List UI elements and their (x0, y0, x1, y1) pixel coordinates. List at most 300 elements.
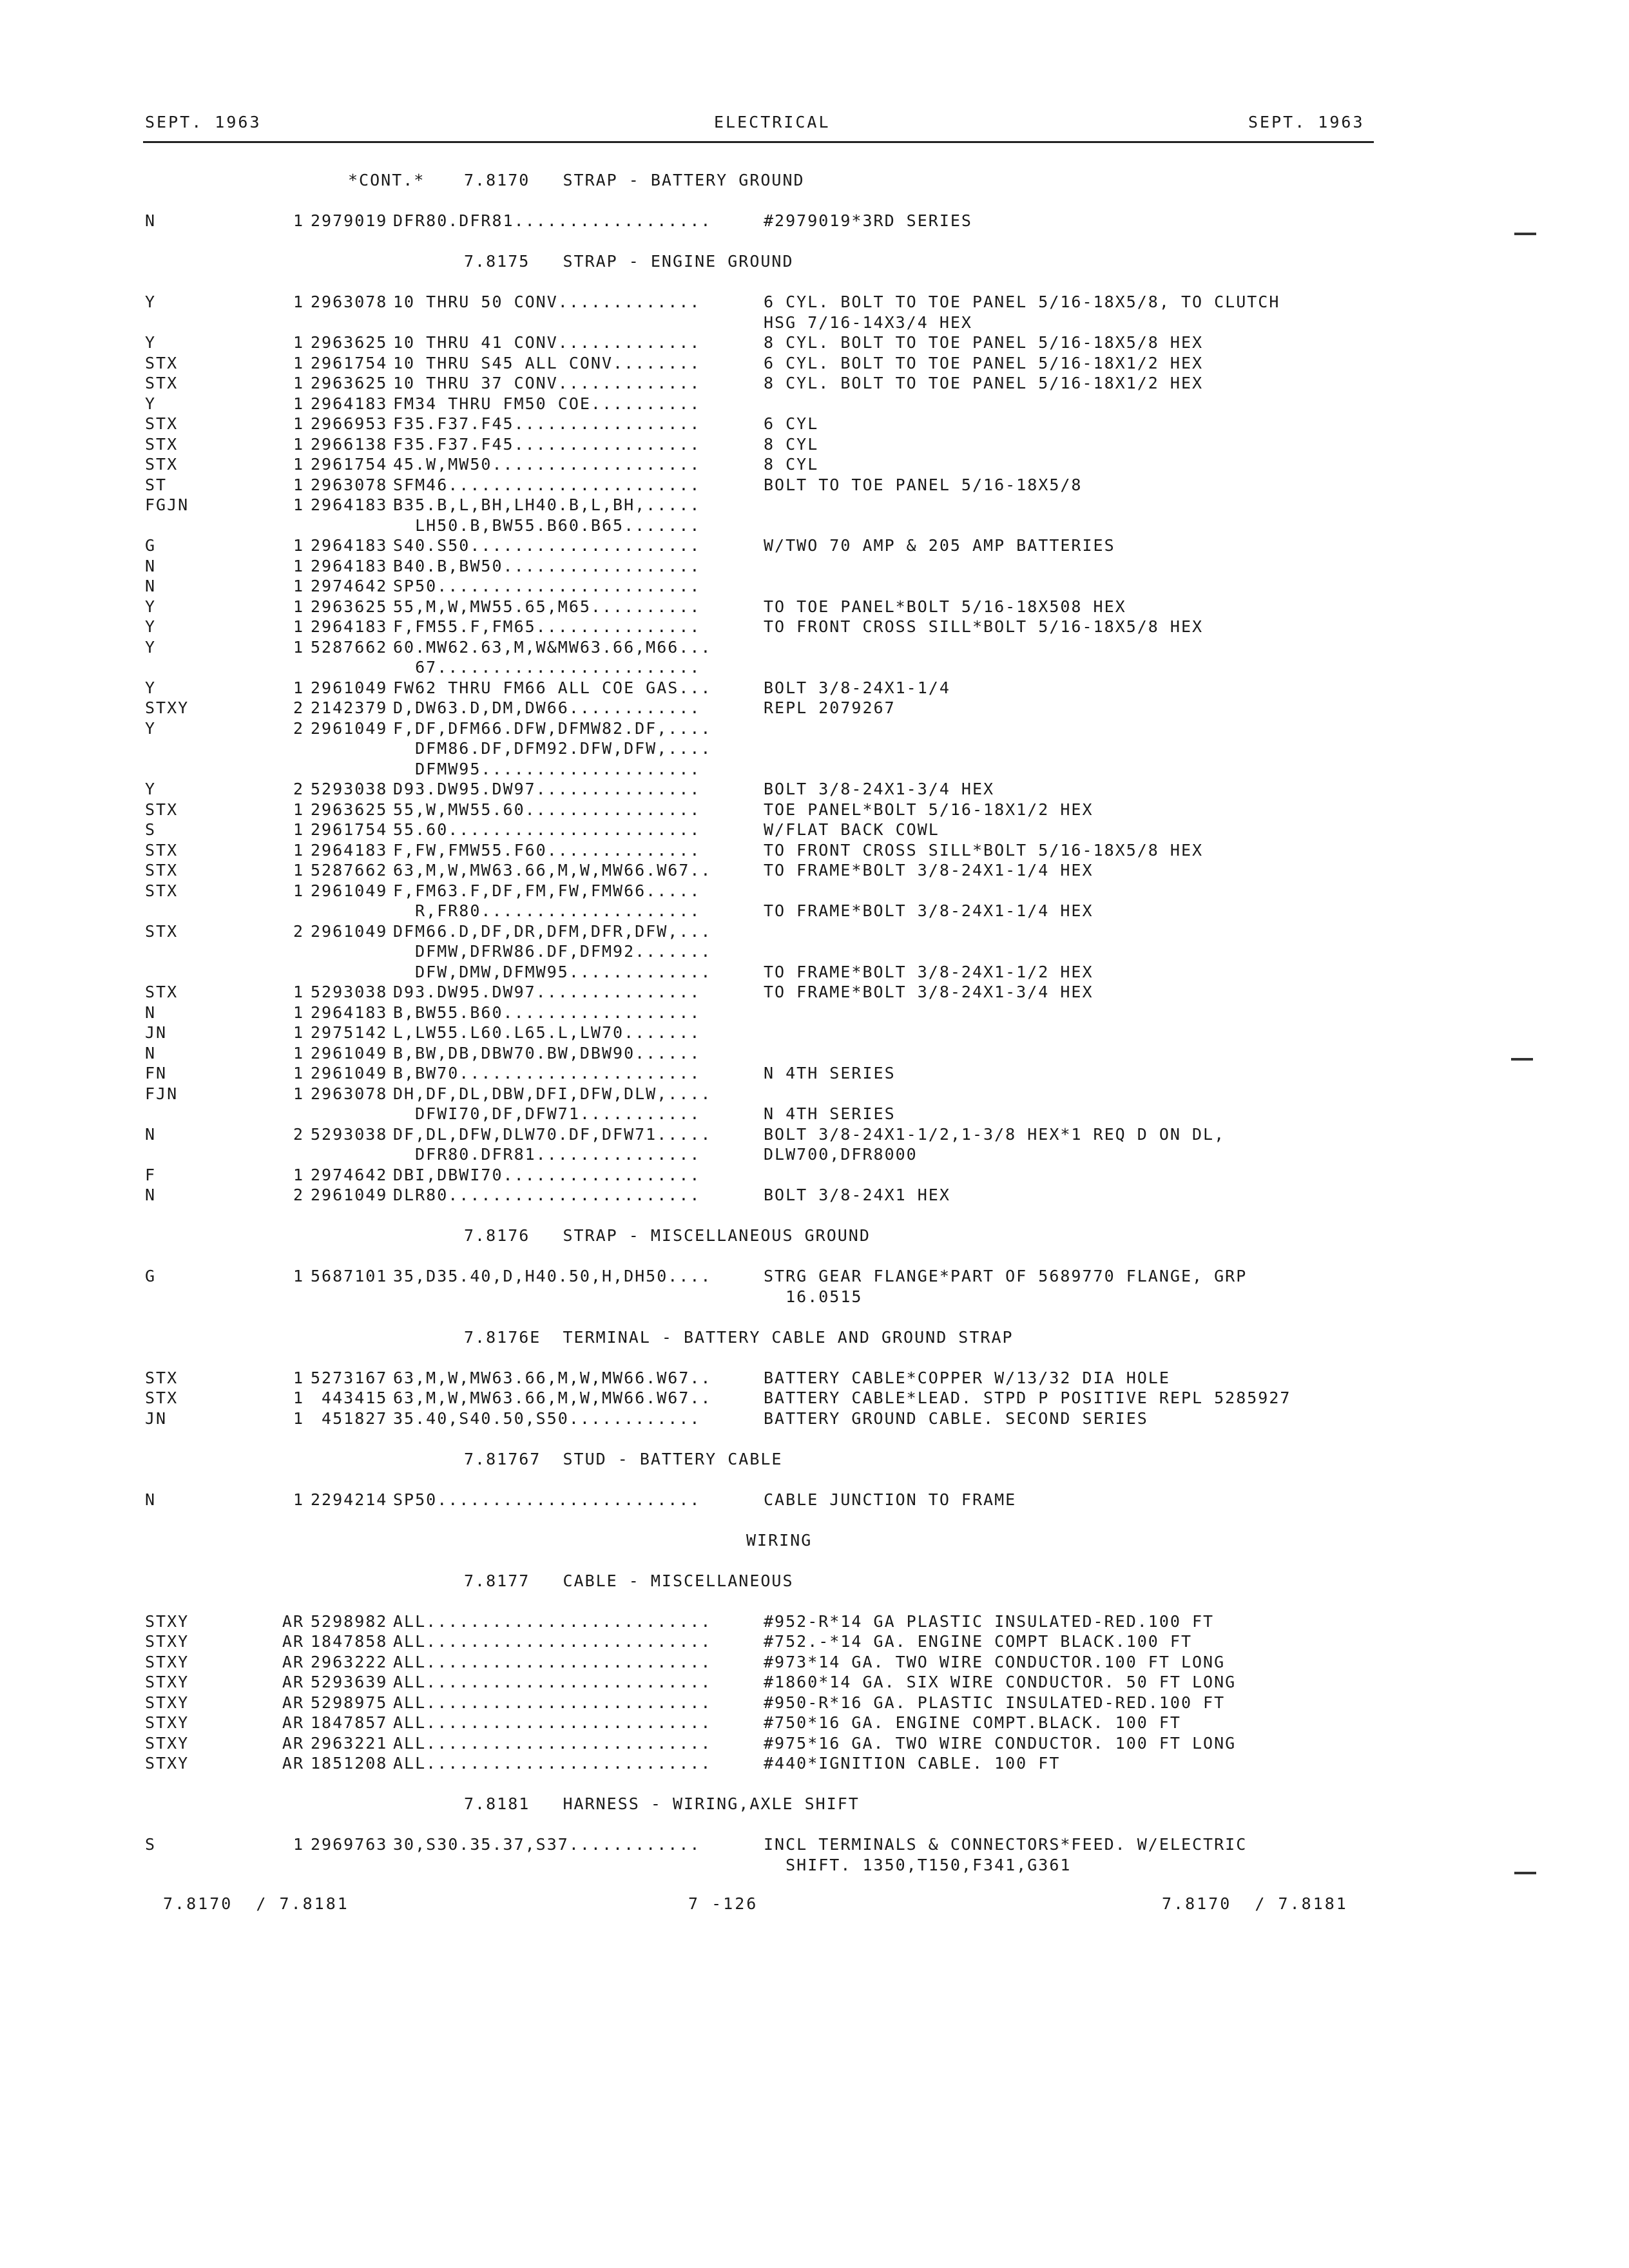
blank-line (0, 1550, 1629, 1571)
quantity: AR (282, 1734, 304, 1753)
quantity: 1 (293, 983, 304, 1001)
group-title-text: 7.8181 HARNESS - WIRING,AXLE SHIFT (464, 1794, 860, 1813)
description: 6 CYL (764, 414, 819, 433)
model-code: Y (145, 597, 157, 616)
header-date-right: SEPT. 1963 (1248, 113, 1365, 131)
model-applicability: 35,D35.40,D,H40.50,H,DH50.... (393, 1267, 712, 1285)
description: N 4TH SERIES (764, 1064, 896, 1082)
description: #973*14 GA. TWO WIRE CONDUCTOR.100 FT LONG (764, 1653, 1226, 1671)
quantity: 1 (293, 536, 304, 555)
quantity: 1 (293, 211, 304, 230)
part-number: 1847857 (311, 1713, 388, 1732)
part-number: 5293038 (311, 1125, 388, 1144)
list-item (0, 1266, 1629, 1287)
list-item (0, 353, 1629, 374)
model-applicability: 63,M,W,MW63.66,M,W,MW66.W67.. (393, 1369, 712, 1387)
model-code: N (145, 1490, 157, 1509)
list-item (0, 1388, 1629, 1408)
quantity: 2 (293, 719, 304, 738)
quantity: 1 (293, 374, 304, 392)
quantity: 1 (293, 597, 304, 616)
list-item (0, 515, 1629, 536)
blank-line (0, 1428, 1629, 1449)
quantity: 1 (293, 1369, 304, 1387)
model-applicability: 55,W,MW55.60................ (393, 800, 701, 819)
list-item (0, 617, 1629, 637)
quantity: 1 (293, 820, 304, 839)
quantity: 1 (293, 1409, 304, 1428)
description: BOLT 3/8-24X1-1/4 (764, 678, 950, 697)
part-number: 2963078 (311, 293, 388, 311)
blank-line (0, 1591, 1629, 1611)
model-applicability: FW62 THRU FM66 ALL COE GAS... (393, 678, 712, 697)
part-number: 2961049 (311, 1064, 388, 1082)
part-number: 2294214 (311, 1490, 388, 1509)
model-code: FN (145, 1064, 168, 1082)
model-applicability: L,LW55.L60.L65.L,LW70....... (393, 1023, 701, 1042)
group-title (0, 1327, 1629, 1348)
model-applicability: DFW,DMW,DFMW95............. (393, 963, 712, 981)
part-number: 2966953 (311, 414, 388, 433)
blank-line (0, 1246, 1629, 1267)
model-code: G (145, 536, 157, 555)
group-title-text: 7.8170 STRAP - BATTERY GROUND (464, 171, 805, 189)
list-item (0, 982, 1629, 1003)
part-number: 5287662 (311, 638, 388, 657)
model-code: N (145, 211, 157, 230)
description: #975*16 GA. TWO WIRE CONDUCTOR. 100 FT LONG (764, 1734, 1237, 1753)
model-applicability: S40.S50..................... (393, 536, 701, 555)
list-item (0, 1003, 1629, 1023)
margin-mark (1511, 1058, 1533, 1061)
model-applicability: DBI,DBWI70.................. (393, 1166, 701, 1184)
model-code: Y (145, 394, 157, 413)
quantity: 1 (293, 678, 304, 697)
description: TO FRONT CROSS SILL*BOLT 5/16-18X5/8 HEX (764, 617, 1204, 636)
model-code: STXY (145, 1693, 189, 1712)
model-code: STX (145, 881, 178, 900)
model-code: STX (145, 374, 178, 392)
description: #750*16 GA. ENGINE COMPT.BLACK. 100 FT (764, 1713, 1181, 1732)
blank-line (0, 272, 1629, 293)
part-number: 2964183 (311, 557, 388, 575)
model-applicability: 10 THRU 37 CONV............. (393, 374, 701, 392)
list-item (0, 576, 1629, 597)
quantity: 1 (293, 354, 304, 372)
quantity: 1 (293, 557, 304, 575)
model-code: STX (145, 414, 178, 433)
part-number: 2963078 (311, 1084, 388, 1103)
model-applicability: SFM46....................... (393, 476, 701, 494)
quantity: 1 (293, 1023, 304, 1042)
quantity: 1 (293, 1003, 304, 1022)
model-applicability: DF,DL,DFW,DLW70.DF,DFW71..... (393, 1125, 712, 1144)
part-number: 2961049 (311, 719, 388, 738)
model-code: N (145, 1186, 157, 1204)
part-number: 5293038 (311, 983, 388, 1001)
part-number: 2964183 (311, 495, 388, 514)
quantity: 1 (293, 1044, 304, 1062)
part-number: 2142379 (311, 698, 388, 717)
group-title (0, 1794, 1629, 1814)
model-code: STX (145, 455, 178, 474)
model-code: FGJN (145, 495, 189, 514)
description: #2979019*3RD SERIES (764, 211, 972, 230)
quantity: 1 (293, 455, 304, 474)
description: TO TOE PANEL*BOLT 5/16-18X508 HEX (764, 597, 1126, 616)
quantity: AR (282, 1754, 304, 1773)
list-item (0, 860, 1629, 881)
model-applicability: F,DF,DFM66.DFW,DFMW82.DF,.... (393, 719, 712, 738)
group-title (0, 1225, 1629, 1246)
part-number: 451827 (311, 1409, 388, 1428)
list-item (0, 1063, 1629, 1084)
model-code: STX (145, 983, 178, 1001)
quantity: 1 (293, 841, 304, 860)
model-code: ST (145, 476, 168, 494)
model-applicability: B,BW,DB,DBW70.BW,DBW90...... (393, 1044, 701, 1062)
model-code: S (145, 1835, 157, 1854)
model-code: STXY (145, 1754, 189, 1773)
list-item (0, 597, 1629, 617)
list-item (0, 800, 1629, 820)
group-title-text: 7.8175 STRAP - ENGINE GROUND (464, 252, 794, 271)
quantity: 2 (293, 698, 304, 717)
model-code: STX (145, 800, 178, 819)
model-applicability: 67........................ (393, 658, 701, 677)
part-number: 2961049 (311, 1186, 388, 1204)
part-number: 1851208 (311, 1754, 388, 1773)
model-code: N (145, 1125, 157, 1144)
quantity: 1 (293, 861, 304, 879)
model-code: STXY (145, 1673, 189, 1691)
model-applicability: F,FM55.F,FM65............... (393, 617, 701, 636)
model-applicability: LH50.B,BW55.B60.B65....... (393, 516, 701, 535)
model-applicability: R,FR80.................... (393, 901, 701, 920)
list-item (0, 414, 1629, 434)
model-applicability: SP50........................ (393, 1490, 701, 1509)
part-number: 1847858 (311, 1632, 388, 1651)
model-applicability: B40.B,BW50.................. (393, 557, 701, 575)
list-item (0, 475, 1629, 495)
list-item (0, 718, 1629, 739)
list-item (0, 1693, 1629, 1713)
quantity: 1 (293, 495, 304, 514)
list-item (0, 1753, 1629, 1774)
group-title (0, 170, 1629, 191)
list-item (0, 1084, 1629, 1104)
group-title-text: 7.81767 STUD - BATTERY CABLE (464, 1450, 783, 1468)
part-number: 2963625 (311, 597, 388, 616)
list-item (0, 1611, 1629, 1632)
list-item (0, 779, 1629, 800)
header-date-left: SEPT. 1963 (145, 113, 262, 131)
list-item (0, 1124, 1629, 1145)
model-code: STX (145, 435, 178, 454)
description: TO FRAME*BOLT 3/8-24X1-1/4 HEX (764, 861, 1094, 879)
list-item (0, 1490, 1629, 1510)
model-applicability: DFR80.DFR81.................. (393, 211, 712, 230)
model-applicability: 63,M,W,MW63.66,M,W,MW66.W67.. (393, 861, 712, 879)
part-number: 2961049 (311, 922, 388, 941)
description: N 4TH SERIES (764, 1104, 896, 1123)
model-code: Y (145, 678, 157, 697)
model-code: F (145, 1166, 157, 1184)
group-title (0, 1571, 1629, 1591)
quantity: AR (282, 1673, 304, 1691)
description: CABLE JUNCTION TO FRAME (764, 1490, 1017, 1509)
list-item (0, 1713, 1629, 1733)
description: W/FLAT BACK COWL (764, 820, 940, 839)
model-applicability: D,DW63.D,DM,DW66............ (393, 698, 701, 717)
description: REPL 2079267 (764, 698, 896, 717)
description: BATTERY CABLE*LEAD. STPD P POSITIVE REPL 5285927 (764, 1389, 1291, 1407)
section-heading-text: WIRING (746, 1531, 813, 1550)
description: #752.-*14 GA. ENGINE COMPT BLACK.100 FT (764, 1632, 1192, 1651)
list-item (0, 556, 1629, 577)
part-number: 2963078 (311, 476, 388, 494)
quantity: 1 (293, 800, 304, 819)
model-applicability: 60.MW62.63,M,W&MW63.66,M66... (393, 638, 712, 657)
part-number: 5293639 (311, 1673, 388, 1691)
quantity: 1 (293, 638, 304, 657)
model-applicability: ALL.......................... (393, 1653, 712, 1671)
model-applicability: ALL.......................... (393, 1632, 712, 1651)
part-number: 2963625 (311, 374, 388, 392)
description: BATTERY CABLE*COPPER W/13/32 DIA HOLE (764, 1369, 1170, 1387)
model-applicability: ALL.......................... (393, 1693, 712, 1712)
part-number: 2961049 (311, 1044, 388, 1062)
list-item (0, 495, 1629, 515)
model-code: Y (145, 333, 157, 352)
part-number: 2975142 (311, 1023, 388, 1042)
list-item (0, 211, 1629, 231)
part-number: 2969763 (311, 1835, 388, 1854)
blank-line (0, 1510, 1629, 1530)
list-item (0, 434, 1629, 455)
quantity: 1 (293, 1166, 304, 1184)
model-applicability: B35.B,L,BH,LH40.B,L,BH,..... (393, 495, 701, 514)
blank-line (0, 1307, 1629, 1327)
model-applicability: DFM66.D,DF,DR,DFM,DFR,DFW,... (393, 922, 712, 941)
description: 16.0515 (764, 1287, 863, 1306)
model-code: STXY (145, 1612, 189, 1631)
quantity: AR (282, 1653, 304, 1671)
description: TO FRAME*BOLT 3/8-24X1-1/2 HEX (764, 963, 1094, 981)
model-applicability: DFMW,DFRW86.DF,DFM92....... (393, 942, 712, 961)
model-applicability: B,BW55.B60.................. (393, 1003, 701, 1022)
model-code: N (145, 1044, 157, 1062)
part-number: 2979019 (311, 211, 388, 230)
description: SHIFT. 1350,T150,F341,G361 (764, 1856, 1072, 1874)
list-item (0, 759, 1629, 780)
list-item (0, 1185, 1629, 1206)
list-item (0, 373, 1629, 394)
list-item (0, 1043, 1629, 1064)
model-code: STX (145, 1369, 178, 1387)
model-applicability: DFMW95.................... (393, 760, 701, 778)
quantity: 1 (293, 435, 304, 454)
part-number: 2963625 (311, 333, 388, 352)
description: HSG 7/16-14X3/4 HEX (764, 313, 972, 332)
model-applicability: F35.F37.F45................. (393, 414, 701, 433)
list-item (0, 454, 1629, 475)
quantity: AR (282, 1693, 304, 1712)
description: DLW700,DFR8000 (764, 1145, 918, 1164)
list-item (0, 1408, 1629, 1429)
model-code: STX (145, 354, 178, 372)
list-item (0, 1855, 1629, 1876)
model-code: STXY (145, 1632, 189, 1651)
list-item (0, 698, 1629, 718)
description: BOLT 3/8-24X1-3/4 HEX (764, 780, 995, 798)
description: #950-R*16 GA. PLASTIC INSULATED-RED.100 FT (764, 1693, 1226, 1712)
model-applicability: B,BW70...................... (393, 1064, 701, 1082)
header-rule (143, 141, 1374, 143)
part-number: 2961049 (311, 678, 388, 697)
model-applicability: D93.DW95.DW97............... (393, 983, 701, 1001)
list-item (0, 1165, 1629, 1186)
part-number: 5273167 (311, 1369, 388, 1387)
model-code: N (145, 557, 157, 575)
part-number: 2974642 (311, 1166, 388, 1184)
quantity: 1 (293, 1389, 304, 1407)
part-number: 5298982 (311, 1612, 388, 1631)
quantity: AR (282, 1713, 304, 1732)
part-number: 5687101 (311, 1267, 388, 1285)
list-item (0, 1834, 1629, 1855)
model-applicability: 10 THRU 41 CONV............. (393, 333, 701, 352)
list-item (0, 1144, 1629, 1165)
description: BOLT 3/8-24X1 HEX (764, 1186, 950, 1204)
description: #1860*14 GA. SIX WIRE CONDUCTOR. 50 FT LONG (764, 1673, 1237, 1691)
list-item (0, 1023, 1629, 1043)
part-number: 2964183 (311, 536, 388, 555)
part-number: 2974642 (311, 577, 388, 595)
margin-mark (1514, 1872, 1536, 1874)
model-code: N (145, 1003, 157, 1022)
blank-line (0, 1774, 1629, 1794)
description: W/TWO 70 AMP & 205 AMP BATTERIES (764, 536, 1115, 555)
model-applicability: FM34 THRU FM50 COE.......... (393, 394, 701, 413)
quantity: 1 (293, 617, 304, 636)
footer-page-number: 7 -126 (688, 1894, 758, 1913)
part-number: 2963625 (311, 800, 388, 819)
model-code: STX (145, 1389, 178, 1407)
quantity: 1 (293, 394, 304, 413)
part-number: 2961049 (311, 881, 388, 900)
quantity: AR (282, 1612, 304, 1631)
model-applicability: DLR80....................... (393, 1186, 701, 1204)
description: 8 CYL. BOLT TO TOE PANEL 5/16-18X1/2 HEX (764, 374, 1204, 392)
description: 8 CYL (764, 435, 819, 454)
model-code: STX (145, 841, 178, 860)
part-number: 2961754 (311, 354, 388, 372)
part-number: 2964183 (311, 841, 388, 860)
model-applicability: DFR80.DFR81............... (393, 1145, 701, 1164)
quantity: 1 (293, 577, 304, 595)
model-code: STXY (145, 1653, 189, 1671)
part-number: 2964183 (311, 617, 388, 636)
quantity: 2 (293, 1186, 304, 1204)
part-number: 2963221 (311, 1734, 388, 1753)
model-applicability: 30,S30.35.37,S37............ (393, 1835, 701, 1854)
model-code: S (145, 820, 157, 839)
description: TO FRAME*BOLT 3/8-24X1-3/4 HEX (764, 983, 1094, 1001)
list-item (0, 1652, 1629, 1673)
list-item (0, 312, 1629, 333)
description: 8 CYL (764, 455, 819, 474)
list-item (0, 1368, 1629, 1389)
part-number: 2961754 (311, 455, 388, 474)
model-code: Y (145, 293, 157, 311)
quantity: 1 (293, 476, 304, 494)
footer-range-left: 7.8170 / 7.8181 (163, 1894, 349, 1913)
blank-line (0, 1347, 1629, 1368)
list-item (0, 1104, 1629, 1124)
quantity: AR (282, 1632, 304, 1651)
group-title-text: 7.8176 STRAP - MISCELLANEOUS GROUND (464, 1226, 871, 1245)
quantity: 1 (293, 881, 304, 900)
part-number: 2964183 (311, 1003, 388, 1022)
description: BOLT 3/8-24X1-1/2,1-3/8 HEX*1 REQ D ON DL, (764, 1125, 1226, 1144)
quantity: 1 (293, 414, 304, 433)
part-number: 2964183 (311, 394, 388, 413)
model-applicability: D93.DW95.DW97............... (393, 780, 701, 798)
list-item (0, 921, 1629, 942)
description: BOLT TO TOE PANEL 5/16-18X5/8 (764, 476, 1083, 494)
quantity: 1 (293, 1064, 304, 1082)
footer-range-right: 7.8170 / 7.8181 (1162, 1894, 1348, 1913)
description: #952-R*14 GA PLASTIC INSULATED-RED.100 FT (764, 1612, 1215, 1631)
model-applicability: 55,M,W,MW55.65,M65.......... (393, 597, 701, 616)
description: 6 CYL. BOLT TO TOE PANEL 5/16-18X1/2 HEX (764, 354, 1204, 372)
model-applicability: ALL.......................... (393, 1734, 712, 1753)
model-code: JN (145, 1409, 168, 1428)
description: TO FRONT CROSS SILL*BOLT 5/16-18X5/8 HEX (764, 841, 1204, 860)
model-applicability: SP50........................ (393, 577, 701, 595)
group-title-text: 7.8177 CABLE - MISCELLANEOUS (464, 1571, 794, 1590)
quantity: 2 (293, 780, 304, 798)
part-number: 2963222 (311, 1653, 388, 1671)
model-applicability: 10 THRU S45 ALL CONV........ (393, 354, 701, 372)
model-code: STXY (145, 1734, 189, 1753)
model-applicability: 10 THRU 50 CONV............. (393, 293, 701, 311)
list-item (0, 678, 1629, 698)
description: 6 CYL. BOLT TO TOE PANEL 5/16-18X5/8, TO CLUTCH (764, 293, 1280, 311)
list-item (0, 1672, 1629, 1693)
model-code: STX (145, 861, 178, 879)
model-applicability: 45.W,MW50................... (393, 455, 701, 474)
group-title (0, 251, 1629, 272)
part-number: 2966138 (311, 435, 388, 454)
margin-mark (1514, 233, 1536, 235)
list-item (0, 738, 1629, 759)
model-code: STX (145, 922, 178, 941)
model-code: Y (145, 719, 157, 738)
description: STRG GEAR FLANGE*PART OF 5689770 FLANGE, GRP (764, 1267, 1248, 1285)
model-code: N (145, 577, 157, 595)
list-item (0, 1631, 1629, 1652)
section-heading (0, 1530, 1629, 1551)
description: BATTERY GROUND CABLE. SECOND SERIES (764, 1409, 1148, 1428)
model-applicability: F,FM63.F,DF,FM,FW,FMW66..... (393, 881, 701, 900)
model-code: FJN (145, 1084, 178, 1103)
part-number: 5287662 (311, 861, 388, 879)
list-item (0, 840, 1629, 861)
quantity: 2 (293, 922, 304, 941)
model-applicability: 35.40,S40.50,S50............ (393, 1409, 701, 1428)
